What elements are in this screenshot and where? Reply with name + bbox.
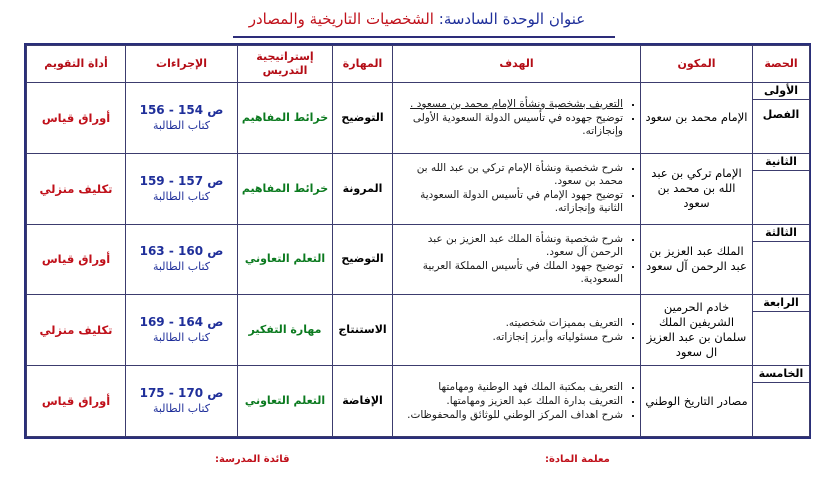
- skill-cell: الاستنتاج: [333, 295, 393, 366]
- skill-cell: الإفاضة: [333, 366, 393, 437]
- page-range: ص 160 - 163: [139, 244, 224, 259]
- page-range: ص 170 - 175: [139, 386, 224, 401]
- table-row: [27, 366, 810, 437]
- book-name: كتاب الطالبة: [152, 189, 211, 203]
- skill-cell: التوضيح: [333, 224, 393, 295]
- unit-title-prefix: عنوان الوحدة السادسة:: [438, 10, 586, 28]
- lesson-cell: [753, 224, 810, 295]
- procedures-cell: [126, 295, 238, 366]
- goal-cell: [393, 153, 641, 224]
- lesson-cell: [753, 153, 810, 224]
- book-name: كتاب الطالبة: [152, 331, 211, 345]
- goal-item: ▪ التعريف بمميزات شخصيته.: [396, 317, 623, 330]
- goal-item: ▪ توضيح جهود الإمام في تأسيس الدولة السعودية الثانية وإنجازاته.: [396, 189, 623, 215]
- goal-item: ▪ التعريف بشخصية ونشأة الإمام محمد بن مسعود .: [396, 98, 623, 111]
- table-row: [27, 153, 810, 224]
- header-lesson: الحصة: [753, 46, 810, 83]
- component-cell: الإمام محمد بن سعود: [641, 83, 753, 154]
- component-cell: مصادر التاريخ الوطني: [641, 366, 753, 437]
- lesson-section: الفصل: [762, 108, 800, 121]
- strategy-cell: خرائط المفاهيم: [238, 153, 333, 224]
- strategy-cell: مهارة التفكير: [238, 295, 333, 366]
- table-row: [27, 224, 810, 295]
- header-skill: المهارة: [333, 46, 393, 83]
- lesson-name: الثانية: [753, 154, 809, 171]
- evaluation-cell: تكليف منزلي: [27, 295, 126, 366]
- goal-item: ▪ شرح مسئولياته وأبرز إنجازاته.: [396, 331, 623, 344]
- page-range: ص 157 - 159: [139, 173, 224, 188]
- evaluation-cell: تكليف منزلي: [27, 153, 126, 224]
- strategy-cell: التعلم التعاوني: [238, 366, 333, 437]
- table-row: [27, 295, 810, 366]
- goal-item: ▪ شرح شخصية ونشأة الملك عبد العزيز بن عبد الرحمن آل سعود.: [396, 233, 623, 259]
- goal-item: ▪ توضيح جهوده في تأسيس الدولة السعودية الأولى وإنجازاته.: [396, 112, 623, 138]
- lesson-name: الرابعة: [753, 295, 809, 312]
- procedures-cell: [126, 366, 238, 437]
- header-goal: الهدف: [393, 46, 641, 83]
- lesson-cell: [753, 366, 810, 437]
- table-header-row: [27, 46, 810, 83]
- goal-item: ▪ التعريف بدارة الملك عبد العزيز ومهامتها.: [396, 395, 623, 408]
- page-range: ص 154 - 156: [139, 102, 224, 117]
- goal-item: ▪ التعريف بمكتبة الملك فهد الوطنية ومهامتها: [396, 381, 623, 394]
- procedures-cell: [126, 224, 238, 295]
- book-name: كتاب الطالبة: [152, 118, 211, 132]
- strategy-cell: التعلم التعاوني: [238, 224, 333, 295]
- strategy-cell: خرائط المفاهيم: [238, 83, 333, 154]
- lesson-cell: [753, 295, 810, 366]
- unit-title-main: الشخصيات التاريخية والمصادر: [248, 10, 434, 28]
- book-name: كتاب الطالبة: [152, 402, 211, 416]
- teacher-signature-label: معلمة المادة:: [545, 454, 610, 465]
- goal-cell: [393, 295, 641, 366]
- component-cell: الإمام تركي بن عبد الله بن محمد بن سعود: [641, 153, 753, 224]
- lesson-name: الخامسة: [753, 366, 809, 383]
- evaluation-cell: أوراق قياس: [27, 83, 126, 154]
- title-underline: [233, 36, 615, 38]
- component-cell: خادم الحرمين الشريفين الملك سلمان بن عبد العزيز ال سعود: [641, 295, 753, 366]
- unit-title: [0, 6, 834, 32]
- header-component: المكون: [641, 46, 753, 83]
- skill-cell: المرونة: [333, 153, 393, 224]
- header-evaluation: أداة التقويم: [27, 46, 126, 83]
- component-cell: الملك عبد العزيز بن عبد الرحمن آل سعود: [641, 224, 753, 295]
- leader-signature-label: قائدة المدرسة:: [215, 454, 290, 465]
- evaluation-cell: أوراق قياس: [27, 224, 126, 295]
- book-name: كتاب الطالبة: [152, 260, 211, 274]
- goal-item: ▪ توضيح جهود الملك في تأسيس المملكة العربية السعودية.: [396, 260, 623, 286]
- lesson-name: الثالثة: [753, 225, 809, 242]
- lesson-cell: [753, 83, 810, 154]
- table-row: [27, 83, 810, 154]
- goal-cell: [393, 224, 641, 295]
- procedures-cell: [126, 83, 238, 154]
- lesson-plan-table: [26, 45, 810, 437]
- procedures-cell: [126, 153, 238, 224]
- page-range: ص 164 - 169: [139, 315, 224, 330]
- goal-cell: [393, 83, 641, 154]
- goal-item: ▪ شرح شخصية ونشأة الإمام تركي بن عبد الله بن محمد بن سعود.: [396, 162, 623, 188]
- skill-cell: التوضيح: [333, 83, 393, 154]
- evaluation-cell: أوراق قياس: [27, 366, 126, 437]
- goal-cell: [393, 366, 641, 437]
- lesson-name: الأولى: [753, 83, 809, 100]
- header-procedures: الإجراءات: [126, 46, 238, 83]
- goal-item: ▪ شرح اهداف المركز الوطني للوثائق والمحفوظات.: [396, 409, 623, 422]
- header-strategy: إستراتيجية التدريس: [238, 46, 333, 83]
